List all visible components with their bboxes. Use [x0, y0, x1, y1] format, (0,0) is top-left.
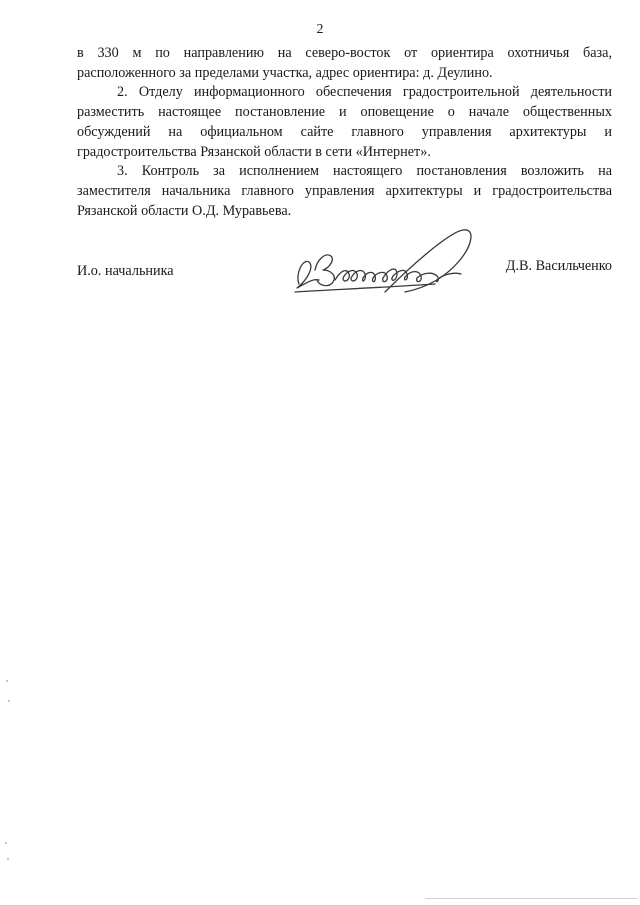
signatory-name: Д.В. Васильченко: [505, 258, 612, 274]
document-body: [77, 44, 612, 221]
paragraph-location: в 330 м по направлению на северо-восток от ориентира охотничья база, расположенного за пределами участка, адрес ориентира: д. Деулино.: [77, 45, 612, 81]
scan-speck: [7, 858, 9, 860]
scan-speck: [6, 680, 8, 682]
paragraph-item-2: 2. Отделу информационного обеспечения градостроительной деятельности разместить настоящее постановление и оповещение о начале общественных обсуждений на официальном сайте главного управления архитектуры и градостроительства Рязанской области в сети «Интернет».: [77, 84, 612, 160]
scan-speck: [8, 700, 10, 702]
signatory-position: И.о. начальника: [77, 263, 174, 279]
page-number: 2: [316, 22, 324, 37]
paragraph-item-3: 3. Контроль за исполнением настоящего постановления возложить на заместителя начальника главного управления архитектуры и градостроительства Рязанской области О.Д. Муравьева.: [77, 163, 612, 219]
handwritten-signature: [285, 222, 485, 302]
scan-edge-line: [425, 898, 637, 899]
scan-speck: [5, 842, 7, 844]
